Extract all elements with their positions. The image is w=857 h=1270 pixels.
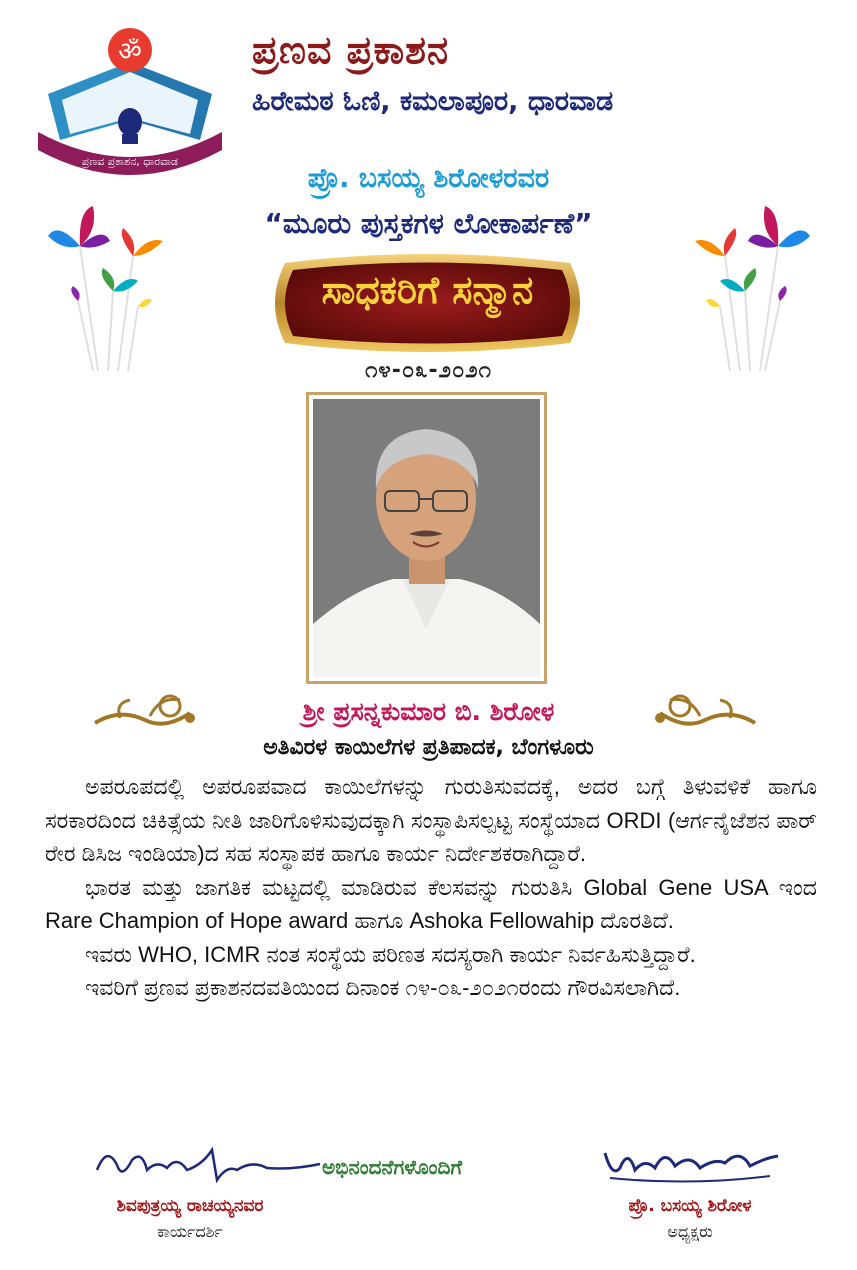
honoree-photo [313,399,540,677]
flowers-right-decoration [680,196,820,371]
publisher-logo [30,22,230,182]
citation-paragraph: ಇವರಿಗೆ ಪ್ರಣವ ಪ್ರಕಾಶನದವತಿಯಿಂದ ದಿನಾಂಕ ೧೪-೦೩-೨೦೨೧ರಂದು ಗೌರವಿಸಲಾಗಿದೆ. [85,975,681,1000]
honoree-photo-frame [306,392,547,684]
event-date: ೧೪-೦೩-೨೦೨೧ [365,358,492,383]
secretary-name: ಶಿವಪುತ್ರಯ್ಯ ರಾಚಯ್ಯನವರ [116,1196,264,1216]
flowers-left-decoration [38,196,178,371]
citation-paragraph: ಭಾರತ ಮತ್ತು ಜಾಗತಿಕ ಮಟ್ಟದಲ್ಲಿ ಮಾಡಿರುವ ಕೆಲಸವನ್ನು ಗುರುತಿಸಿ Global Gene USA ಇಂದ Rare Champion of Hope award ಹಾಗೂ Ashoka Fellowahip ದೊರತಿದೆ. [45,874,817,933]
honoree-name: ಶ್ರೀ ಪ್ರಸನ್ನಕುಮಾರ ಬಿ. ಶಿರೋಳ [302,697,555,726]
portrait-illustration [313,399,540,677]
event-title: “ಮೂರು ಪುಸ್ತಕಗಳ ಲೋಕಾರ್ಪಣೆ” [264,207,593,240]
president-role: ಅಧ್ಯಕ್ಷರು [667,1222,713,1241]
logo-caption: ಪ್ರಣವ ಪ್ರಕಾಶನ, ಧಾರವಾಡ [81,155,179,168]
president-name: ಪ್ರೊ. ಬಸಯ್ಯ ಶಿರೋಳ [628,1196,752,1216]
publisher-name: ಪ್ರಣವ ಪ್ರಕಾಶನ [252,28,450,72]
closing-greeting: ಅಭಿನಂದನೆಗಳೊಂದಿಗೆ [322,1155,463,1179]
secretary-signature [92,1140,322,1190]
event-host-line: ಪ್ರೊ. ಬಸಯ್ಯ ಶಿರೋಳರವರ [307,163,550,194]
publisher-address: ಹಿರೇಮಠ ಓಣಿ, ಕಮಲಾಪೂರ, ಧಾರವಾಡ [252,86,614,117]
honoree-title: ಅತಿವಿರಳ ಕಾಯಿಲೆಗಳ ಪ್ರತಿಪಾದಕ, ಬೆಂಗಳೂರು [263,735,594,760]
citation-body [45,770,817,1005]
citation-paragraph: ಅಪರೂಪದಲ್ಲಿ ಅಪರೂಪವಾದ ಕಾಯಿಲೆಗಳನ್ನು ಗುರುತಿಸುವದಕ್ಕೆ, ಅದರ ಬಗ್ಗೆ ತಿಳುವಳಿಕೆ ಹಾಗೂ ಸರಕಾರದಿಂದ ಚಿಕಿತ್ಸೆಯ ನೀತಿ ಜಾರಿಗೊಳಿಸುವುದಕ್ಕಾಗಿ ಸಂಸ್ಥಾಪಿಸಲ್ಪಟ್ಟ ಸಂಸ್ಥೆಯಾದ ORDI (ಆರ್ಗನೈಜೆಶನ ಪಾರ್ ರೇರ ಡಿಸಿಜ ಇಂಡಿಯಾ)ದ ಸಹ ಸಂಸ್ಥಾಪಕ ಹಾಗೂ ಕಾರ್ಯ ನಿರ್ದೇಶಕರಾಗಿದ್ದಾರೆ. [45,774,817,866]
citation-paragraph: ಇವರು WHO, ICMR ನಂತ ಸಂಸ್ಥೆಯ ಪರಿಣತ ಸದಸ್ಯರಾಗಿ ಕಾರ್ಯ ನಿರ್ವಹಿಸುತ್ತಿದ್ದಾರೆ. [85,941,696,967]
banner-title: ಸಾಧಕರಿಗೆ ಸನ್ಮಾನ [321,268,534,312]
om-symbol: ॐ [118,37,142,67]
secretary-role: ಕಾರ್ಯದರ್ಶಿ [157,1222,223,1241]
president-signature [600,1138,780,1188]
